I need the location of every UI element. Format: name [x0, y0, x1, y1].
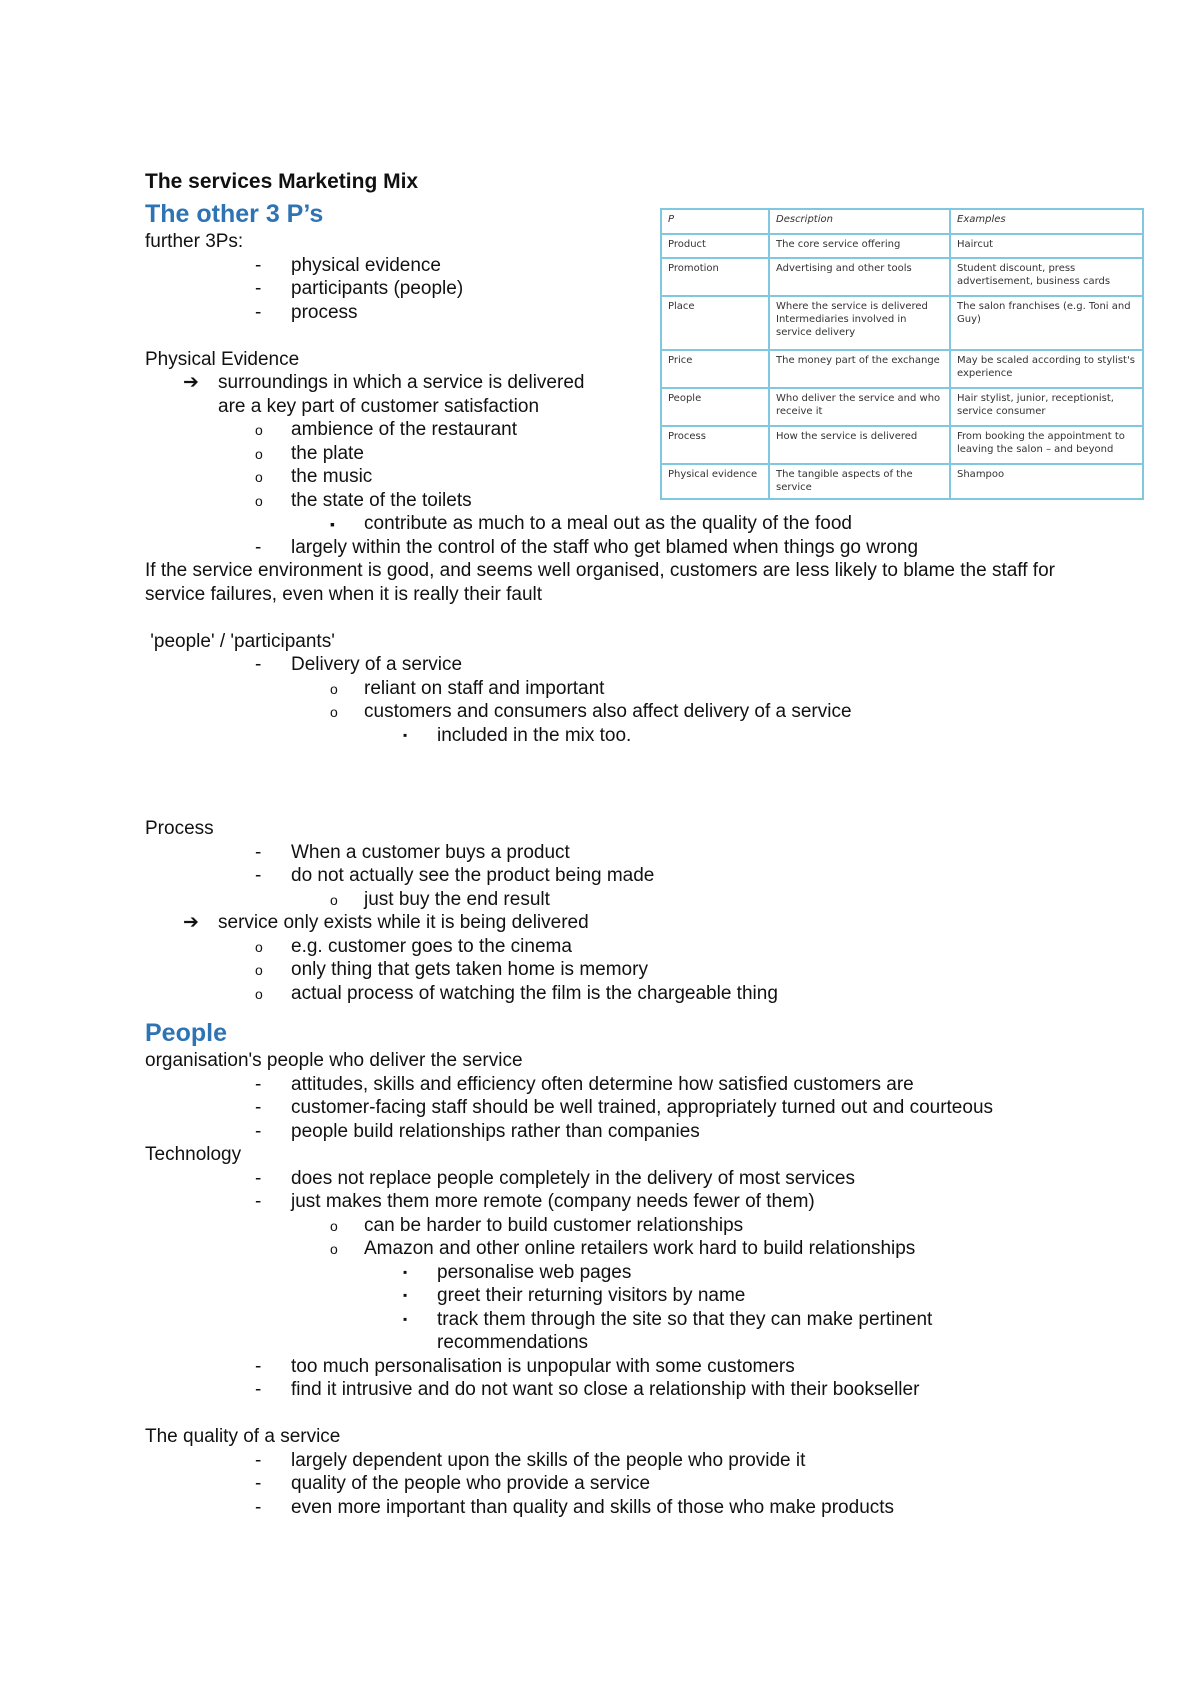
circle-marker: o	[330, 680, 338, 697]
list-item-text: track them through the site so that they can make pertinent recommendations	[437, 1308, 933, 1353]
heading-other-3ps: The other 3 P’s	[145, 200, 324, 228]
list-item	[145, 677, 1085, 701]
list-item	[145, 982, 1085, 1006]
list-item	[145, 1214, 1085, 1238]
list-item	[145, 512, 1085, 536]
list-item-text: ambience of the restaurant	[291, 419, 518, 440]
list-item	[145, 1378, 1085, 1402]
list-item-text: largely within the control of the staff who get blamed when things go wrong	[291, 536, 919, 558]
list-item-text: does not replace people completely in the delivery of most services	[291, 1167, 855, 1189]
list-item	[145, 1120, 1085, 1144]
circle-marker: o	[255, 422, 263, 438]
intro-text: further 3Ps:	[145, 231, 244, 252]
dash-marker: -	[255, 278, 262, 299]
list-item	[145, 465, 1085, 489]
dash-marker: -	[255, 254, 262, 276]
arrow-icon: ➔	[183, 912, 199, 933]
list-item-text: included in the mix too.	[437, 724, 632, 746]
list-item-text: e.g. customer goes to the cinema	[291, 935, 572, 957]
list-item-text: can be harder to build customer relationships	[364, 1214, 744, 1236]
dash-marker: -	[255, 1097, 262, 1118]
table-cell: The core service offering	[769, 234, 950, 258]
list-item-text: the plate	[291, 442, 364, 464]
list-item	[145, 489, 1085, 513]
list-item	[145, 418, 1085, 442]
list-item-text: too much personalisation is unpopular with some customers	[291, 1355, 795, 1377]
square-marker: ▪	[403, 1311, 408, 1326]
list-item	[145, 371, 1085, 395]
list-item-text: physical evidence	[291, 254, 441, 276]
list-item	[145, 1167, 1085, 1191]
heading-people: People	[145, 1019, 227, 1047]
list-item	[145, 1073, 1085, 1097]
list-item-text: do not actually see the product being made	[291, 865, 655, 886]
table-cell: Student discount, press advertisement, business cards	[950, 258, 1143, 296]
table-header-cell: P	[661, 209, 769, 234]
list-item-text: process	[291, 301, 358, 323]
table-cell: Advertising and other tools	[769, 258, 950, 296]
table-header-cell: Examples	[950, 209, 1143, 234]
list-item-text: just makes them more remote (company needs fewer of them)	[291, 1191, 815, 1212]
list-item-text: personalise web pages	[437, 1261, 632, 1283]
table-cell: Hair stylist, junior, receptionist, service consumer	[950, 388, 1143, 426]
table-cell: Shampoo	[950, 464, 1143, 499]
list-item-text: people build relationships rather than companies	[291, 1120, 700, 1142]
list-item	[145, 1096, 1085, 1120]
list-item	[145, 1261, 1085, 1285]
dash-marker: -	[255, 865, 262, 886]
list-item	[145, 1284, 1085, 1308]
dash-marker: -	[255, 1473, 262, 1494]
dash-marker: -	[255, 1120, 262, 1142]
list-item-text: service only exists while it is being delivered	[218, 912, 589, 933]
list-item-text: even more important than quality and skills of those who make products	[291, 1496, 895, 1518]
dash-marker: -	[255, 1496, 262, 1518]
list-item	[145, 653, 1085, 677]
dash-marker: -	[255, 1073, 262, 1095]
table-cell: The tangible aspects of the service	[769, 464, 950, 499]
list-item	[145, 1472, 1085, 1496]
arrow-icon: ➔	[183, 372, 199, 393]
square-marker: ▪	[330, 516, 335, 532]
table-cell: The money part of the exchange	[769, 350, 950, 388]
list-item-continuation: are a key part of customer satisfaction	[218, 395, 540, 417]
circle-marker: o	[255, 445, 263, 462]
dash-marker: -	[255, 1355, 262, 1377]
circle-marker: o	[330, 1217, 338, 1234]
dash-marker: -	[255, 1167, 262, 1189]
list-item-text: contribute as much to a meal out as the quality of the food	[364, 513, 852, 534]
circle-marker: o	[255, 962, 263, 978]
document-title: The services Marketing Mix	[145, 170, 419, 193]
list-item-text: Delivery of a service	[291, 654, 463, 675]
list-item	[145, 301, 1085, 325]
list-item-text: the music	[291, 466, 373, 487]
list-item-text: find it intrusive and do not want so close a relationship with their bookseller	[291, 1379, 920, 1400]
list-item	[145, 935, 1085, 959]
circle-marker: o	[330, 891, 338, 908]
list-item	[145, 724, 1085, 748]
list-item	[145, 254, 1085, 278]
list-item-text: attitudes, skills and efficiency often determine how satisfied customers are	[291, 1073, 914, 1095]
dash-marker: -	[255, 654, 262, 675]
list-item	[145, 1237, 1085, 1261]
table-cell: Price	[661, 350, 769, 388]
list-item	[145, 841, 1085, 865]
list-item-text: the state of the toilets	[291, 489, 472, 511]
document-body	[145, 168, 1085, 1519]
list-item-text: customers and consumers also affect delivery of a service	[364, 701, 852, 722]
list-item	[145, 1449, 1085, 1473]
dash-marker: -	[255, 1449, 262, 1471]
process-label: Process	[145, 818, 214, 839]
list-item-text: just buy the end result	[364, 888, 550, 910]
circle-marker: o	[330, 1241, 338, 1257]
list-item-text: participants (people)	[291, 278, 464, 299]
table-cell: People	[661, 388, 769, 426]
list-item	[145, 864, 1085, 888]
table-cell: May be scaled according to stylist's experience	[950, 350, 1143, 388]
list-item	[145, 442, 1085, 466]
list-item-text: reliant on staff and important	[364, 677, 605, 699]
list-item	[145, 700, 1085, 724]
table-cell: Promotion	[661, 258, 769, 296]
list-item-text: quality of the people who provide a service	[291, 1473, 651, 1494]
square-marker: ▪	[403, 1288, 408, 1302]
square-marker: ▪	[403, 1264, 408, 1279]
table-cell: Place	[661, 296, 769, 350]
list-item-text: only thing that gets taken home is memory	[291, 959, 648, 980]
circle-marker: o	[255, 469, 263, 485]
list-item-text: largely dependent upon the skills of the people who provide it	[291, 1449, 806, 1471]
table-cell: The salon franchises (e.g. Toni and Guy)	[950, 296, 1143, 350]
list-item-text: actual process of watching the film is the chargeable thing	[291, 982, 778, 1004]
list-item-text: When a customer buys a product	[291, 841, 570, 863]
table-cell: From booking the appointment to leaving the salon – and beyond	[950, 426, 1143, 464]
table-cell: How the service is delivered	[769, 426, 950, 464]
list-item	[145, 911, 1085, 935]
dash-marker: -	[255, 841, 262, 863]
list-item	[145, 1308, 1037, 1355]
table-cell: Product	[661, 234, 769, 258]
people-intro: organisation's people who deliver the service	[145, 1050, 523, 1071]
list-item	[145, 958, 1085, 982]
participants-label: 'people' / 'participants'	[145, 630, 335, 652]
table-cell: Process	[661, 426, 769, 464]
quality-label: The quality of a service	[145, 1426, 341, 1447]
dash-marker: -	[255, 1379, 262, 1400]
circle-marker: o	[255, 492, 263, 509]
table-cell: Who deliver the service and who receive it	[769, 388, 950, 426]
paragraph: If the service environment is good, and seems well organised, customers are less likely to blame the staff for service failures, even when it is really their fault	[145, 560, 1055, 605]
list-item-text: greet their returning visitors by name	[437, 1285, 746, 1306]
physical-evidence-label: Physical Evidence	[145, 348, 300, 370]
list-item	[145, 1190, 1085, 1214]
table-cell: Haircut	[950, 234, 1143, 258]
circle-marker: o	[255, 938, 263, 955]
dash-marker: -	[255, 536, 262, 558]
list-item	[145, 277, 1085, 301]
list-item-text: customer-facing staff should be well trained, appropriately turned out and courteous	[291, 1097, 994, 1118]
list-item	[145, 888, 1085, 912]
square-marker: ▪	[403, 727, 408, 742]
circle-marker: o	[330, 704, 338, 720]
technology-label: Technology	[145, 1144, 242, 1165]
table-cell: Where the service is delivered Intermediaries involved in service delivery	[769, 296, 950, 350]
list-item	[145, 1496, 1085, 1520]
list-item-text: surroundings in which a service is delivered	[218, 372, 585, 393]
circle-marker: o	[255, 985, 263, 1002]
table-header-cell: Description	[769, 209, 950, 234]
dash-marker: -	[255, 301, 262, 323]
list-item	[145, 1355, 1085, 1379]
table-cell: Physical evidence	[661, 464, 769, 499]
dash-marker: -	[255, 1191, 262, 1212]
list-item-text: Amazon and other online retailers work hard to build relationships	[364, 1238, 916, 1259]
list-item	[145, 536, 1085, 560]
